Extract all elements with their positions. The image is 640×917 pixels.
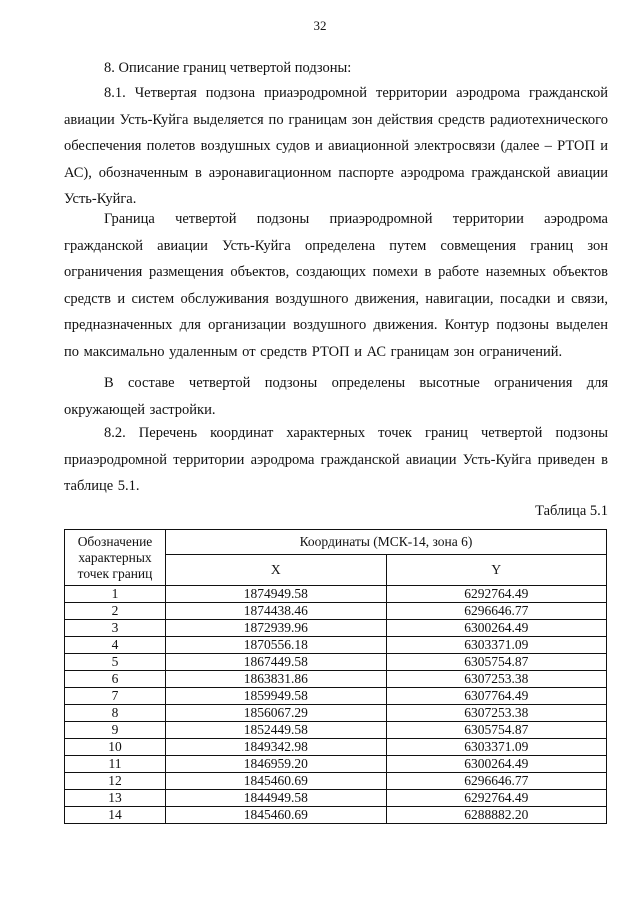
- paragraph-height-restrictions: В составе четвертой подзоны определены высотные ограничения для окружающей застройки.: [64, 375, 608, 418]
- point-number-cell: 5: [65, 654, 166, 671]
- paragraph-8-1: 8.1. Четвертая подзона приаэродромной территории аэродрома гражданской авиации Усть-Куйга выделяется по границам зон действия средств радиотехнического обеспечения полетов воздушных судов и авиационной электросвязи (далее – РТОП и АС), обозначенным в аэронавигационном паспорте аэродрома гражданской авиации Усть-Куйга.: [64, 85, 608, 207]
- table-row: [65, 807, 607, 824]
- point-number-cell: 7: [65, 688, 166, 705]
- x-coordinate-cell: 1845460.69: [166, 807, 387, 824]
- table-row: [65, 705, 607, 722]
- table-row: [65, 637, 607, 654]
- x-coordinate-cell: 1874949.58: [166, 586, 387, 603]
- table-row: [65, 722, 607, 739]
- y-coordinate-cell: 6307253.38: [386, 671, 607, 688]
- section-heading: 8. Описание границ четвертой подзоны:: [104, 60, 352, 76]
- y-coordinate-cell: 6292764.49: [386, 790, 607, 807]
- x-coordinate-cell: 1844949.58: [166, 790, 387, 807]
- x-coordinate-cell: 1867449.58: [166, 654, 387, 671]
- header-designation: Обозначение характерных точек границ: [65, 530, 166, 586]
- x-coordinate-cell: 1846959.20: [166, 756, 387, 773]
- header-y: Y: [386, 555, 607, 586]
- paragraph-8-2: 8.2. Перечень координат характерных точек границ четвертой подзоны приаэродромной территории аэродрома гражданской авиации Усть-Куйга приведен в таблице 5.1.: [64, 425, 608, 494]
- y-coordinate-cell: 6296646.77: [386, 603, 607, 620]
- point-number-cell: 8: [65, 705, 166, 722]
- point-number-cell: 14: [65, 807, 166, 824]
- table-row: [65, 603, 607, 620]
- header-x: X: [166, 555, 387, 586]
- x-coordinate-cell: 1856067.29: [166, 705, 387, 722]
- y-coordinate-cell: 6303371.09: [386, 637, 607, 654]
- x-coordinate-cell: 1874438.46: [166, 603, 387, 620]
- header-coordinates: Координаты (МСК-14, зона 6): [166, 530, 607, 555]
- table-row: [65, 756, 607, 773]
- table-row: [65, 688, 607, 705]
- y-coordinate-cell: 6300264.49: [386, 756, 607, 773]
- y-coordinate-cell: 6303371.09: [386, 739, 607, 756]
- table-row: [65, 773, 607, 790]
- x-coordinate-cell: 1849342.98: [166, 739, 387, 756]
- paragraph-boundary-definition: Граница четвертой подзоны приаэродромной территории аэродрома гражданской авиации Усть-Куйга определена путем совмещения границ зон ограничения размещения объектов, создающих помехи в работе наземных объектов средств и систем обслуживания воздушного движения, навигации, посадки и связи, предназначенных для организации воздушного движения. Контур подзоны выделен по максимально удаленным от средств РТОП и АС границам зон ограничений.: [64, 211, 608, 360]
- x-coordinate-cell: 1870556.18: [166, 637, 387, 654]
- point-number-cell: 10: [65, 739, 166, 756]
- x-coordinate-cell: 1872939.96: [166, 620, 387, 637]
- y-coordinate-cell: 6300264.49: [386, 620, 607, 637]
- point-number-cell: 9: [65, 722, 166, 739]
- y-coordinate-cell: 6288882.20: [386, 807, 607, 824]
- x-coordinate-cell: 1852449.58: [166, 722, 387, 739]
- x-coordinate-cell: 1859949.58: [166, 688, 387, 705]
- point-number-cell: 2: [65, 603, 166, 620]
- point-number-cell: 12: [65, 773, 166, 790]
- point-number-cell: 1: [65, 586, 166, 603]
- y-coordinate-cell: 6305754.87: [386, 654, 607, 671]
- x-coordinate-cell: 1863831.86: [166, 671, 387, 688]
- x-coordinate-cell: 1845460.69: [166, 773, 387, 790]
- table-row: [65, 654, 607, 671]
- table-row: [65, 790, 607, 807]
- point-number-cell: 11: [65, 756, 166, 773]
- y-coordinate-cell: 6307764.49: [386, 688, 607, 705]
- table-row: [65, 620, 607, 637]
- y-coordinate-cell: 6305754.87: [386, 722, 607, 739]
- y-coordinate-cell: 6292764.49: [386, 586, 607, 603]
- page-number: 32: [313, 18, 327, 33]
- y-coordinate-cell: 6307253.38: [386, 705, 607, 722]
- point-number-cell: 13: [65, 790, 166, 807]
- coordinates-table-body: [65, 586, 607, 824]
- table-row: [65, 586, 607, 603]
- table-row: [65, 739, 607, 756]
- y-coordinate-cell: 6296646.77: [386, 773, 607, 790]
- point-number-cell: 3: [65, 620, 166, 637]
- table-caption: Таблица 5.1: [535, 503, 608, 519]
- coordinates-table: [64, 529, 607, 824]
- point-number-cell: 4: [65, 637, 166, 654]
- table-row: [65, 671, 607, 688]
- point-number-cell: 6: [65, 671, 166, 688]
